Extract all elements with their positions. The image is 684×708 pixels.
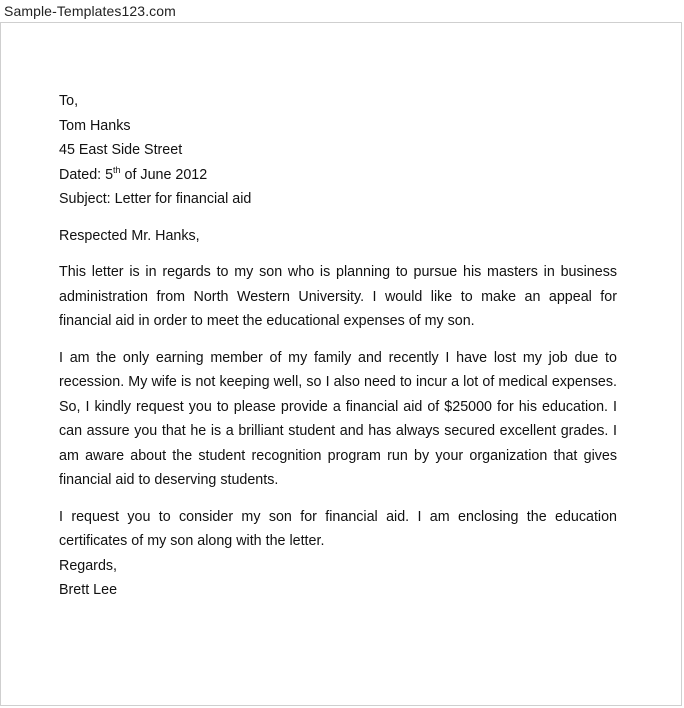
paragraph-1: This letter is in regards to my son who is planning to pursue his masters in business administration from North Western University. I would like to make an appeal for financial aid in order to meet the educational expenses of my son. (59, 264, 617, 329)
salutation: Respected Mr. Hanks, (59, 227, 200, 244)
to-label: To, (59, 93, 79, 109)
subject-line: Subject: Letter for financial aid (59, 191, 252, 207)
letter-body (59, 89, 617, 603)
closing: Regards, (59, 557, 118, 574)
date-suffix: of June 2012 (120, 166, 208, 183)
date-line (59, 163, 617, 188)
paragraph-3: I request you to consider my son for financial aid. I am enclosing the education certificates of my son along with the letter. (59, 508, 617, 549)
signature: Brett Lee (59, 582, 118, 598)
date-prefix: Dated: 5 (59, 166, 114, 183)
recipient-address: 45 East Side Street (59, 142, 183, 158)
watermark-text: Sample-Templates123.com (4, 3, 176, 19)
date-ordinal-suffix: th (113, 164, 121, 175)
recipient-name: Tom Hanks (59, 117, 131, 134)
paragraph-2: I am the only earning member of my family and recently I have lost my job due to recession. My wife is not keeping well, so I also need to incur a lot of medical expenses. So, I kindly request you to please provide a financial aid of $25000 for his education. I can assure you that he is a brilliant student and has always secured excellent grades. I am aware about the student recognition program run by your organization that gives financial aid to deserving students. (59, 349, 617, 488)
